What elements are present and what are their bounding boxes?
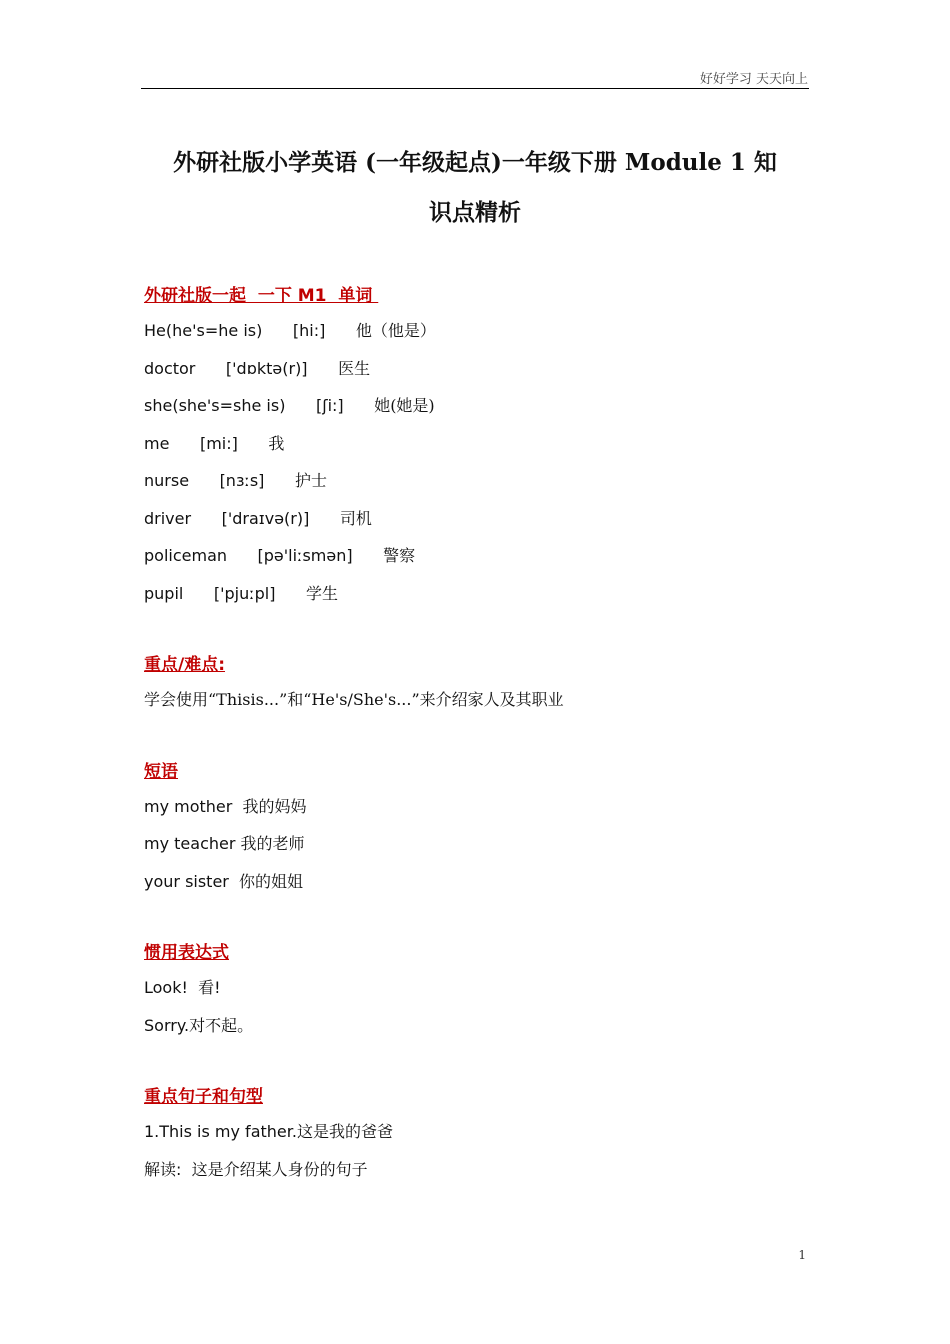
header-rule — [141, 88, 809, 89]
vocab-word: she(she's=she is) — [144, 396, 286, 415]
expressions-heading: 惯用表达式 — [144, 943, 229, 963]
vocab-meaning: 医生 — [338, 358, 371, 378]
expression-item: Look! 看! — [144, 978, 221, 997]
vocab-phonetic: [pə'liːsmən] — [257, 546, 353, 565]
vocab-word: policeman — [144, 546, 228, 565]
vocab-item — [144, 537, 804, 575]
key-points-text: 学会使用“Thisis...”和“He's/She's...”来介绍家人及其职业 — [144, 690, 564, 709]
vocab-meaning: 她(她是) — [374, 396, 435, 415]
vocab-heading: 外研社版一起 一下 M1 单词 — [144, 286, 379, 306]
title-line-1: 外研社版小学英语 (一年级起点)一年级下册 Module 1 知 — [173, 149, 777, 176]
header-motto: 好好学习 天天向上 — [699, 72, 808, 87]
phrase-item: my teacher 我的老师 — [144, 834, 305, 853]
vocab-item — [144, 575, 804, 613]
vocab-meaning: 学生 — [306, 583, 339, 603]
vocab-phonetic: ['draɪvə(r)] — [221, 508, 310, 528]
vocab-list — [144, 312, 804, 612]
vocab-word: me — [144, 433, 170, 453]
sentence-item: 1.This is my father.这是我的爸爸 — [144, 1122, 393, 1141]
vocab-word: driver — [144, 508, 192, 528]
vocab-meaning: 我 — [268, 433, 285, 453]
vocab-phonetic: ['dɒktə(r)] — [225, 358, 308, 378]
phrase-item: your sister 你的姐姐 — [144, 871, 304, 891]
page-title — [141, 138, 809, 238]
vocab-meaning: 护士 — [294, 471, 327, 490]
phrase-item: my mother 我的妈妈 — [144, 796, 307, 816]
expression-item: Sorry.对不起。 — [144, 1015, 254, 1035]
vocab-item — [144, 387, 804, 425]
sentences-heading: 重点句子和句型 — [144, 1087, 263, 1107]
vocab-meaning: 他（他是） — [355, 321, 436, 340]
phrases-heading: 短语 — [144, 761, 178, 782]
vocab-meaning: 司机 — [339, 508, 372, 528]
document-body — [144, 280, 804, 1188]
vocab-word: pupil — [144, 583, 184, 603]
vocab-word: nurse — [144, 471, 190, 490]
page-number: 1 — [798, 1248, 806, 1262]
vocab-meaning: 警察 — [383, 546, 416, 565]
vocab-phonetic: [hi:] — [292, 321, 326, 340]
vocab-phonetic: [ʃi:] — [315, 396, 344, 415]
vocab-word: He(he's=he is) — [144, 321, 263, 340]
vocab-item — [144, 425, 804, 463]
vocab-phonetic: [mi:] — [199, 433, 238, 453]
vocab-phonetic: [nɜːs] — [219, 471, 265, 490]
key-points-heading: 重点/难点: — [144, 655, 226, 675]
vocab-item — [144, 500, 804, 538]
vocab-item — [144, 312, 804, 350]
title-line-2: 识点精析 — [429, 199, 521, 226]
vocab-item — [144, 462, 804, 500]
vocab-item — [144, 350, 804, 388]
vocab-word: doctor — [144, 358, 196, 378]
sentence-item: 解读: 这是介绍某人身份的句子 — [144, 1159, 368, 1179]
vocab-phonetic: ['pjuːpl] — [213, 583, 276, 603]
